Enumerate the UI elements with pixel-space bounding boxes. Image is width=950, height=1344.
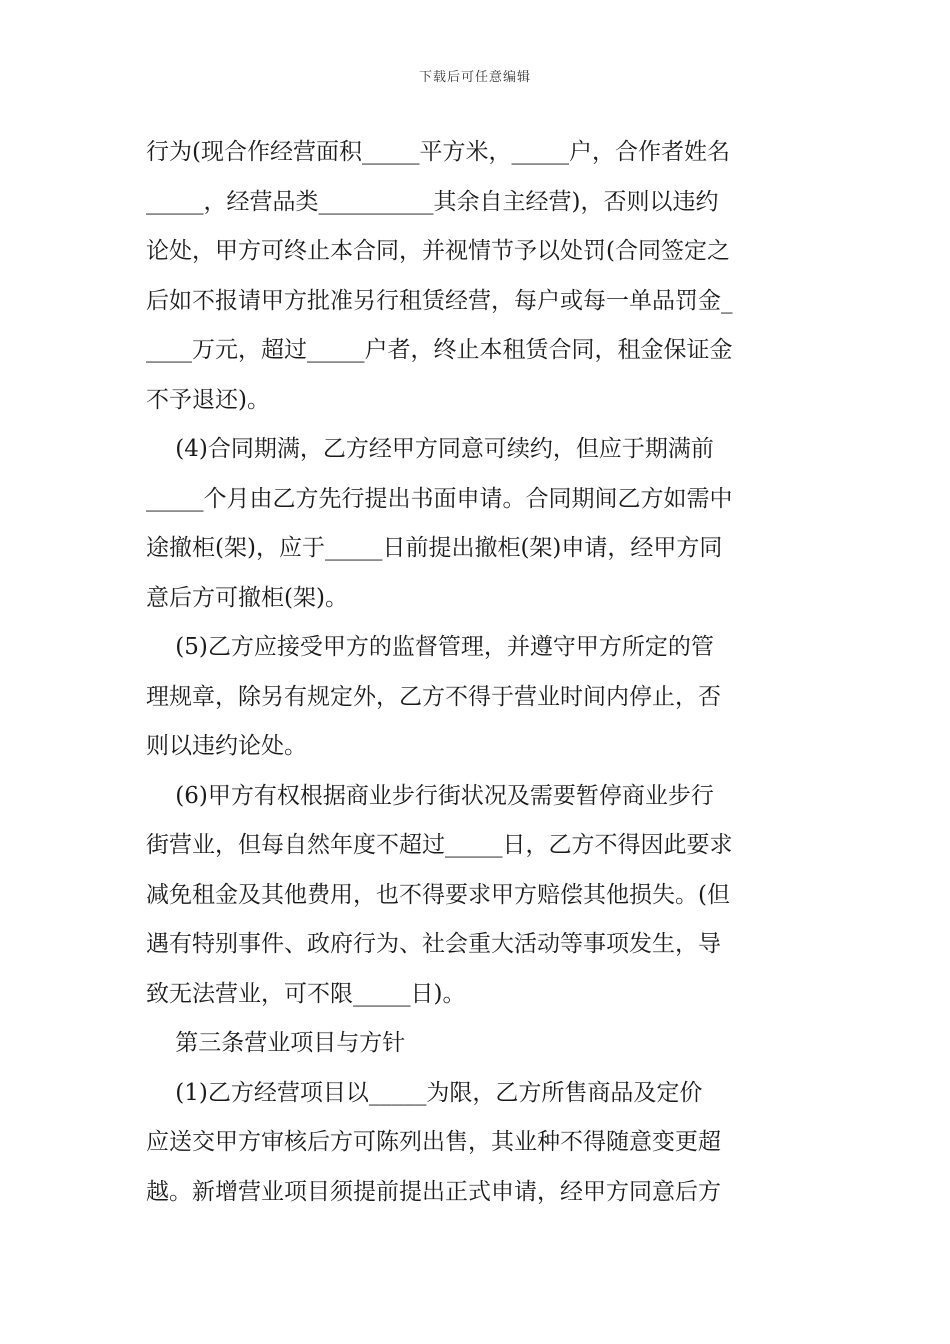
page-header: 下载后可任意编辑 — [418, 70, 531, 85]
document-body — [146, 128, 806, 1217]
text-line: 行为(现合作经营面积_____平方米，_____户，合作者姓名 — [146, 139, 730, 165]
text-line: (1)乙方经营项目以_____为限，乙方所售商品及定价 — [146, 1079, 703, 1106]
text-line: 不予退还)。 — [146, 386, 270, 413]
text-line: (5)乙方应接受甲方的监督管理，并遵守甲方所定的管 — [146, 634, 714, 660]
text-line: 越。新增营业项目须提前提出正式申请，经甲方同意后方 — [146, 1178, 721, 1205]
text-line: 论处，甲方可终止本合同，并视情节予以处罚(合同签定之 — [146, 238, 730, 264]
text-line: _____，经营品类__________其余自主经营)，否则以违约 — [146, 188, 719, 215]
text-line: 意后方可撤柜(架)。 — [146, 584, 348, 611]
text-line: 减免租金及其他费用，也不得要求甲方赔偿其他损失。(但 — [146, 881, 730, 908]
section-heading: 第三条营业项目与方针 — [146, 1030, 406, 1056]
text-line: 则以违约论处。 — [146, 733, 307, 759]
text-line: 理规章，除另有规定外，乙方不得于营业时间内停止，否 — [146, 683, 721, 710]
text-line: 应送交甲方审核后方可陈列出售，其业种不得随意变更超 — [146, 1129, 721, 1155]
text-line: (6)甲方有权根据商业步行街状况及需要暂停商业步行 — [146, 782, 714, 809]
text-line: 致无法营业，可不限_____日)。 — [146, 980, 466, 1007]
text-line: _____个月由乙方先行提出书面申请。合同期间乙方如需中 — [146, 485, 733, 512]
text-line: 街营业，但每自然年度不超过_____日，乙方不得因此要求 — [146, 832, 733, 858]
text-line: 后如不报请甲方批准另行租赁经营，每户或每一单品罚金_ — [146, 287, 733, 314]
text-line: 遇有特别事件、政府行为、社会重大活动等事项发生，导 — [146, 931, 721, 957]
text-line: (4)合同期满，乙方经甲方同意可续约，但应于期满前 — [146, 436, 714, 462]
text-line: 途撤柜(架)，应于_____日前提出撤柜(架)申请，经甲方同 — [146, 535, 723, 561]
text-line: ____万元，超过_____户者，终止本租赁合同，租金保证金 — [146, 337, 733, 363]
